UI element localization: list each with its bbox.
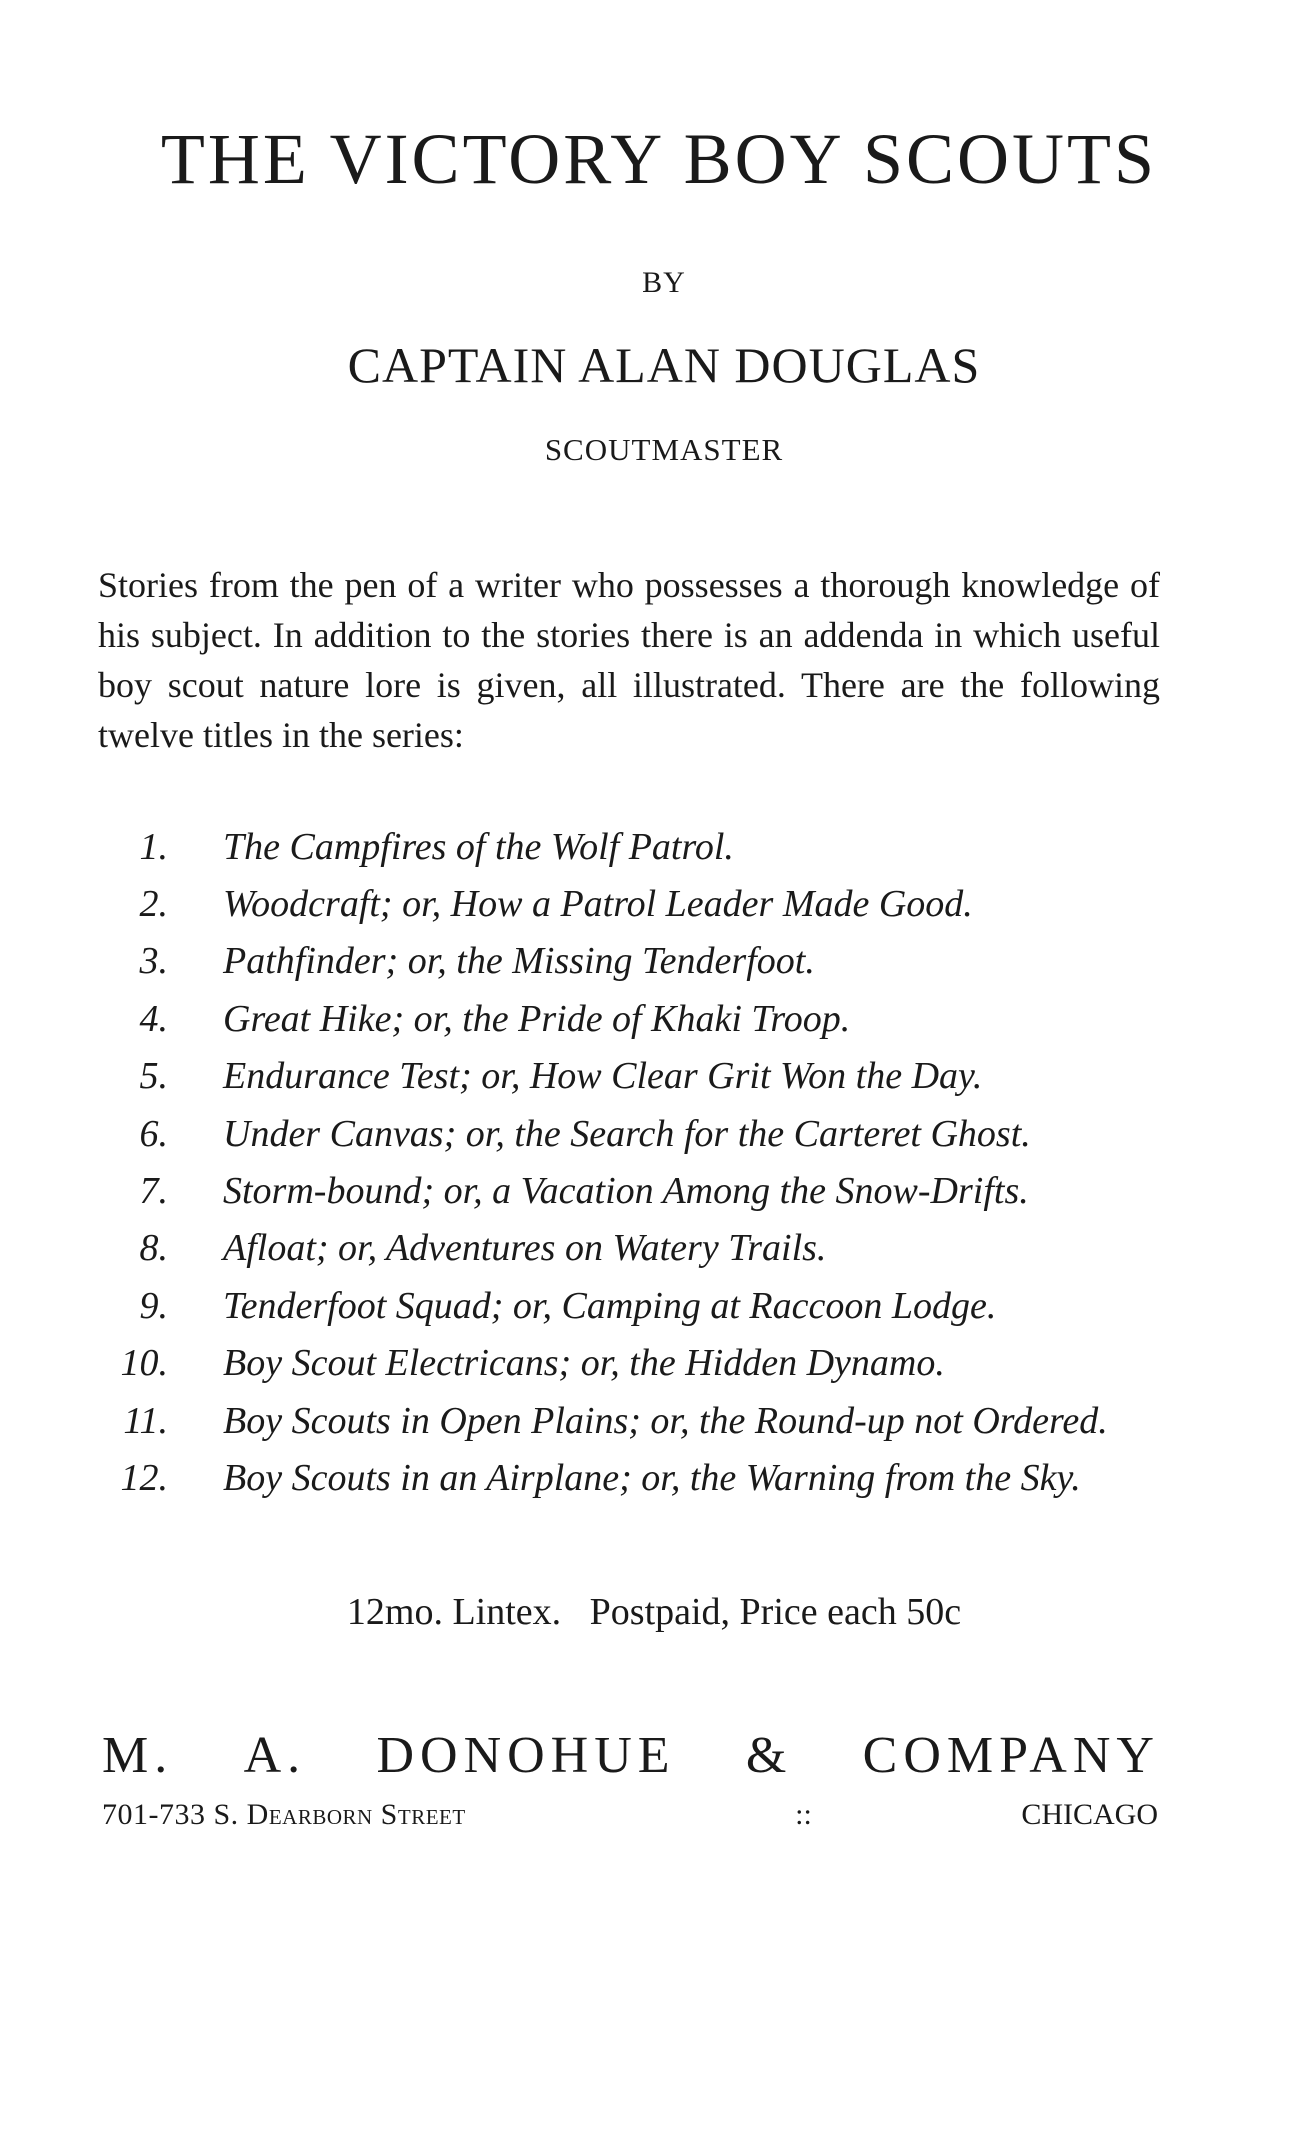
item-title: Boy Scouts in Open Plains; or, the Round-up not Ordered. xyxy=(223,1399,1108,1442)
item-number: 7. xyxy=(139,1170,168,1213)
item-title: Endurance Test; or, How Clear Grit Won the Day. xyxy=(223,1055,983,1098)
publisher-name xyxy=(102,1726,1160,1785)
item-title: Afloat; or, Adventures on Watery Trails. xyxy=(223,1227,827,1270)
publisher-name-part: DONOHUE xyxy=(376,1727,676,1784)
series-list xyxy=(98,818,1178,1507)
item-title: Woodcraft; or, How a Patrol Leader Made Good. xyxy=(223,883,973,926)
series-list-item xyxy=(98,1335,1178,1392)
publisher-name-part: COMPANY xyxy=(862,1727,1160,1784)
item-title: Boy Scouts in an Airplane; or, the Warning from the Sky. xyxy=(223,1456,1081,1499)
item-number: 4. xyxy=(139,997,168,1040)
series-list-item xyxy=(98,1105,1178,1162)
series-list-item xyxy=(98,1048,1178,1105)
item-number: 11. xyxy=(123,1399,168,1442)
series-list-item xyxy=(98,875,1178,932)
series-list-item xyxy=(98,1392,1178,1449)
by-line: BY xyxy=(642,266,686,299)
item-title: Under Canvas; or, the Search for the Carteret Ghost. xyxy=(223,1112,1031,1155)
author-name: CAPTAIN ALAN DOUGLAS xyxy=(347,337,981,393)
publisher-name-part: & xyxy=(745,1727,793,1784)
item-title: The Campfires of the Wolf Patrol. xyxy=(223,825,734,868)
series-description: Stories from the pen of a writer who possesses a thorough knowledge of his subject. In addition to the stories there is an addenda in which useful boy scout nature lore is given, all illustrated. There are the following twelve titles in the series: xyxy=(98,565,1160,755)
series-title: THE VICTORY BOY SCOUTS xyxy=(160,119,1158,199)
item-number: 9. xyxy=(139,1284,168,1327)
publisher-name-part: M. xyxy=(102,1727,174,1784)
item-number: 12. xyxy=(120,1456,168,1499)
item-title: Great Hike; or, the Pride of Khaki Troop. xyxy=(223,997,851,1040)
item-number: 3. xyxy=(139,940,168,983)
item-number: 2. xyxy=(139,883,168,926)
series-list-item xyxy=(98,1449,1178,1506)
series-list-item xyxy=(98,933,1178,990)
item-number: 8. xyxy=(139,1227,168,1270)
series-list-item xyxy=(98,818,1178,875)
author-role: SCOUTMASTER xyxy=(544,432,784,467)
item-title: Boy Scout Electricans; or, the Hidden Dynamo. xyxy=(223,1342,945,1385)
series-list-item xyxy=(98,990,1178,1047)
publisher-address xyxy=(102,1798,1158,1832)
item-number: 10. xyxy=(120,1342,168,1385)
series-list-item xyxy=(98,1277,1178,1334)
item-number: 1. xyxy=(139,825,168,868)
price-line: 12mo. Lintex. Postpaid, Price each 50c xyxy=(346,1591,962,1633)
item-title: Tenderfoot Squad; or, Camping at Raccoon Lodge. xyxy=(223,1284,997,1327)
item-title: Storm-bound; or, a Vacation Among the Snow-Drifts. xyxy=(223,1170,1029,1213)
publisher-street: 701-733 S. Dearborn Street xyxy=(102,1798,466,1831)
item-title: Pathfinder; or, the Missing Tenderfoot. xyxy=(223,940,815,983)
item-number: 5. xyxy=(139,1055,168,1098)
publisher-name-part: A. xyxy=(243,1727,307,1784)
series-list-item xyxy=(98,1220,1178,1277)
publisher-city: CHICAGO xyxy=(1021,1798,1158,1831)
item-number: 6. xyxy=(139,1112,168,1155)
address-separator: :: xyxy=(795,1798,812,1831)
series-list-item xyxy=(98,1162,1178,1219)
